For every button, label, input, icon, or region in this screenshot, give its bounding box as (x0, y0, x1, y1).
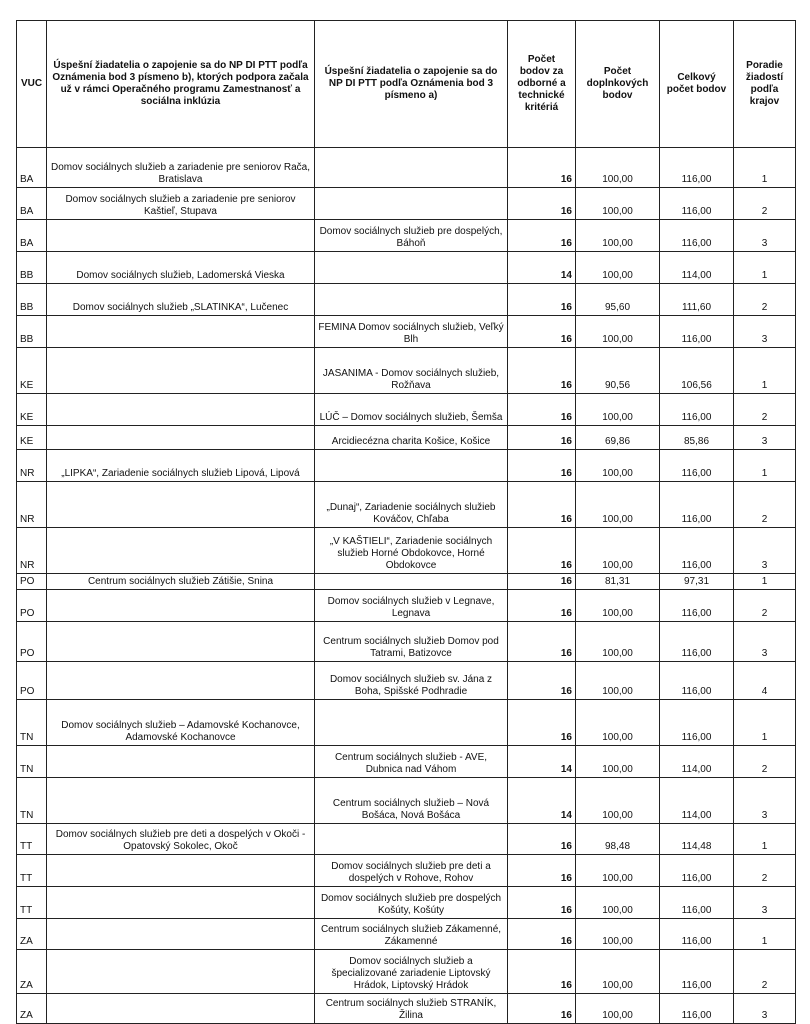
total-points-cell: 116,00 (660, 950, 734, 994)
extra-points-cell: 100,00 (576, 950, 660, 994)
vuc-cell: KE (17, 348, 47, 394)
vuc-cell: ZA (17, 950, 47, 994)
applicant-a-cell: Domov sociálnych služieb a špecializované zariadenie Liptovský Hrádok, Liptovský Hrádok (315, 950, 508, 994)
points-cell: 16 (508, 855, 576, 887)
applicant-a-cell (315, 450, 508, 482)
total-points-cell: 116,00 (660, 220, 734, 252)
points-cell: 16 (508, 348, 576, 394)
points-cell: 16 (508, 590, 576, 622)
applicant-b-cell (47, 622, 315, 662)
applicant-b-cell: Domov sociálnych služieb „SLATINKA“, Lučenec (47, 284, 315, 316)
vuc-cell: PO (17, 622, 47, 662)
points-cell: 16 (508, 919, 576, 950)
rank-cell: 1 (734, 700, 796, 746)
extra-points-cell: 100,00 (576, 528, 660, 574)
applicant-b-cell (47, 950, 315, 994)
header-extra-points: Počet doplnkových bodov (576, 21, 660, 148)
total-points-cell: 85,86 (660, 426, 734, 450)
rank-cell: 3 (734, 528, 796, 574)
applicant-a-cell: Domov sociálnych služieb v Legnave, Legnava (315, 590, 508, 622)
applicant-a-cell (315, 824, 508, 855)
points-cell: 14 (508, 252, 576, 284)
applicant-a-cell (315, 252, 508, 284)
rank-cell: 3 (734, 778, 796, 824)
table-row (17, 482, 796, 528)
rank-cell: 2 (734, 746, 796, 778)
points-cell: 16 (508, 220, 576, 252)
vuc-cell: PO (17, 590, 47, 622)
points-cell: 16 (508, 188, 576, 220)
applicant-b-cell: Domov sociálnych služieb, Ladomerská Vieska (47, 252, 315, 284)
extra-points-cell: 98,48 (576, 824, 660, 855)
applicant-a-cell: Centrum sociálnych služieb Domov pod Tatrami, Batizovce (315, 622, 508, 662)
total-points-cell: 106,56 (660, 348, 734, 394)
extra-points-cell: 69,86 (576, 426, 660, 450)
applicant-a-cell: Centrum sociálnych služieb STRANÍK, Žilina (315, 994, 508, 1024)
table-row (17, 950, 796, 994)
rank-cell: 1 (734, 450, 796, 482)
applicant-a-cell: Domov sociálnych služieb pre dospelých, Báhoň (315, 220, 508, 252)
total-points-cell: 116,00 (660, 700, 734, 746)
table-row (17, 148, 796, 188)
rank-cell: 1 (734, 252, 796, 284)
applicant-b-cell (47, 994, 315, 1024)
header-rank: Poradie žiadostí podľa krajov (734, 21, 796, 148)
extra-points-cell: 100,00 (576, 188, 660, 220)
rank-cell: 1 (734, 574, 796, 590)
table-row (17, 778, 796, 824)
points-cell: 16 (508, 700, 576, 746)
table-row (17, 855, 796, 887)
extra-points-cell: 100,00 (576, 148, 660, 188)
table-row (17, 316, 796, 348)
rank-cell: 2 (734, 394, 796, 426)
total-points-cell: 114,48 (660, 824, 734, 855)
vuc-cell: BB (17, 252, 47, 284)
table-row (17, 622, 796, 662)
table-row (17, 590, 796, 622)
points-cell: 16 (508, 284, 576, 316)
header-vuc: VUC (17, 21, 47, 148)
applicant-b-cell (47, 919, 315, 950)
applicant-a-cell: Domov sociálnych služieb pre dospelých Košúty, Košúty (315, 887, 508, 919)
vuc-cell: BB (17, 284, 47, 316)
applicant-a-cell: Centrum sociálnych služieb – Nová Bošáca, Nová Bošáca (315, 778, 508, 824)
points-cell: 16 (508, 887, 576, 919)
total-points-cell: 116,00 (660, 662, 734, 700)
table-body (17, 148, 796, 1024)
applicant-a-cell: „Dunaj“, Zariadenie sociálnych služieb Kováčov, Chľaba (315, 482, 508, 528)
extra-points-cell: 100,00 (576, 746, 660, 778)
total-points-cell: 116,00 (660, 855, 734, 887)
table-row (17, 220, 796, 252)
applicant-a-cell (315, 284, 508, 316)
applicant-a-cell: JASANIMA - Domov sociálnych služieb, Rožňava (315, 348, 508, 394)
points-cell: 16 (508, 426, 576, 450)
total-points-cell: 116,00 (660, 622, 734, 662)
applicant-b-cell: „LIPKA“, Zariadenie sociálnych služieb Lipová, Lipová (47, 450, 315, 482)
vuc-cell: ZA (17, 919, 47, 950)
applicant-b-cell (47, 528, 315, 574)
rank-cell: 2 (734, 188, 796, 220)
applicant-b-cell (47, 778, 315, 824)
header-applicants-a: Úspešní žiadatelia o zapojenie sa do NP DI PTT podľa Oznámenia bod 3 písmeno a) (315, 21, 508, 148)
table-row (17, 450, 796, 482)
extra-points-cell: 100,00 (576, 316, 660, 348)
extra-points-cell: 100,00 (576, 887, 660, 919)
extra-points-cell: 81,31 (576, 574, 660, 590)
points-cell: 16 (508, 824, 576, 855)
total-points-cell: 116,00 (660, 482, 734, 528)
extra-points-cell: 95,60 (576, 284, 660, 316)
vuc-cell: TN (17, 778, 47, 824)
vuc-cell: BA (17, 220, 47, 252)
applicant-b-cell (47, 426, 315, 450)
total-points-cell: 114,00 (660, 746, 734, 778)
points-cell: 14 (508, 778, 576, 824)
table-row (17, 887, 796, 919)
points-cell: 16 (508, 394, 576, 426)
table-row (17, 574, 796, 590)
applicant-a-cell: Domov sociálnych služieb sv. Jána z Boha, Spišské Podhradie (315, 662, 508, 700)
rank-cell: 3 (734, 994, 796, 1024)
table-row (17, 662, 796, 700)
applicant-b-cell (47, 316, 315, 348)
results-table (16, 20, 796, 1024)
rank-cell: 2 (734, 855, 796, 887)
extra-points-cell: 100,00 (576, 450, 660, 482)
header-points: Počet bodov za odborné a technické kritériá (508, 21, 576, 148)
extra-points-cell: 100,00 (576, 590, 660, 622)
points-cell: 16 (508, 316, 576, 348)
vuc-cell: KE (17, 426, 47, 450)
vuc-cell: PO (17, 574, 47, 590)
total-points-cell: 116,00 (660, 994, 734, 1024)
extra-points-cell: 100,00 (576, 252, 660, 284)
header-total-points: Celkový počet bodov (660, 21, 734, 148)
applicant-b-cell (47, 887, 315, 919)
header-row (17, 21, 796, 148)
total-points-cell: 116,00 (660, 528, 734, 574)
applicant-a-cell: Domov sociálnych služieb pre deti a dospelých v Rohove, Rohov (315, 855, 508, 887)
applicant-b-cell (47, 590, 315, 622)
rank-cell: 2 (734, 284, 796, 316)
rank-cell: 3 (734, 316, 796, 348)
points-cell: 16 (508, 528, 576, 574)
table-row (17, 994, 796, 1024)
table-row (17, 348, 796, 394)
vuc-cell: NR (17, 528, 47, 574)
total-points-cell: 114,00 (660, 778, 734, 824)
rank-cell: 1 (734, 348, 796, 394)
points-cell: 16 (508, 450, 576, 482)
rank-cell: 2 (734, 482, 796, 528)
table-row (17, 284, 796, 316)
applicant-a-cell (315, 188, 508, 220)
extra-points-cell: 100,00 (576, 622, 660, 662)
total-points-cell: 111,60 (660, 284, 734, 316)
header-applicants-b: Úspešní žiadatelia o zapojenie sa do NP DI PTT podľa Oznámenia bod 3 písmeno b), ktorých podpora začala už v rámci Operačného programu Zamestnanosť a sociálna inklúzia (47, 21, 315, 148)
vuc-cell: BA (17, 188, 47, 220)
rank-cell: 1 (734, 148, 796, 188)
rank-cell: 3 (734, 426, 796, 450)
table-row (17, 426, 796, 450)
applicant-a-cell: Centrum sociálnych služieb Zákamenné, Zákamenné (315, 919, 508, 950)
points-cell: 16 (508, 622, 576, 662)
vuc-cell: NR (17, 450, 47, 482)
extra-points-cell: 100,00 (576, 994, 660, 1024)
points-cell: 16 (508, 148, 576, 188)
applicant-a-cell: Centrum sociálnych služieb - AVE, Dubnica nad Váhom (315, 746, 508, 778)
rank-cell: 2 (734, 590, 796, 622)
rank-cell: 3 (734, 622, 796, 662)
applicant-b-cell: Domov sociálnych služieb pre deti a dospelých v Okoči - Opatovský Sokolec, Okoč (47, 824, 315, 855)
extra-points-cell: 100,00 (576, 662, 660, 700)
extra-points-cell: 100,00 (576, 394, 660, 426)
applicant-a-cell: „V KAŠTIELI“, Zariadenie sociálnych služieb Horné Obdokovce, Horné Obdokovce (315, 528, 508, 574)
vuc-cell: PO (17, 662, 47, 700)
applicant-b-cell (47, 348, 315, 394)
applicant-b-cell (47, 394, 315, 426)
applicant-b-cell: Domov sociálnych služieb – Adamovské Kochanovce, Adamovské Kochanovce (47, 700, 315, 746)
points-cell: 16 (508, 574, 576, 590)
vuc-cell: TN (17, 746, 47, 778)
total-points-cell: 116,00 (660, 590, 734, 622)
points-cell: 16 (508, 662, 576, 700)
vuc-cell: NR (17, 482, 47, 528)
total-points-cell: 114,00 (660, 252, 734, 284)
extra-points-cell: 100,00 (576, 919, 660, 950)
applicant-a-cell: LÚČ – Domov sociálnych služieb, Šemša (315, 394, 508, 426)
rank-cell: 1 (734, 824, 796, 855)
extra-points-cell: 100,00 (576, 855, 660, 887)
total-points-cell: 116,00 (660, 450, 734, 482)
vuc-cell: TT (17, 887, 47, 919)
applicant-a-cell: FEMINA Domov sociálnych služieb, Veľký Blh (315, 316, 508, 348)
applicant-b-cell (47, 855, 315, 887)
vuc-cell: TT (17, 824, 47, 855)
table-row (17, 528, 796, 574)
points-cell: 16 (508, 950, 576, 994)
applicant-b-cell (47, 662, 315, 700)
extra-points-cell: 100,00 (576, 220, 660, 252)
vuc-cell: TT (17, 855, 47, 887)
vuc-cell: KE (17, 394, 47, 426)
extra-points-cell: 100,00 (576, 700, 660, 746)
total-points-cell: 116,00 (660, 316, 734, 348)
applicant-a-cell (315, 148, 508, 188)
vuc-cell: BB (17, 316, 47, 348)
extra-points-cell: 100,00 (576, 778, 660, 824)
applicant-b-cell: Domov sociálnych služieb a zariadenie pre seniorov Kaštieľ, Stupava (47, 188, 315, 220)
extra-points-cell: 90,56 (576, 348, 660, 394)
extra-points-cell: 100,00 (576, 482, 660, 528)
points-cell: 16 (508, 994, 576, 1024)
table-row (17, 188, 796, 220)
applicant-b-cell (47, 482, 315, 528)
applicant-b-cell (47, 746, 315, 778)
applicant-a-cell (315, 700, 508, 746)
table-row (17, 824, 796, 855)
total-points-cell: 116,00 (660, 394, 734, 426)
points-cell: 16 (508, 482, 576, 528)
total-points-cell: 116,00 (660, 919, 734, 950)
applicant-a-cell (315, 574, 508, 590)
table-row (17, 394, 796, 426)
rank-cell: 1 (734, 919, 796, 950)
rank-cell: 3 (734, 887, 796, 919)
total-points-cell: 116,00 (660, 188, 734, 220)
applicant-b-cell (47, 220, 315, 252)
applicant-b-cell: Centrum sociálnych služieb Zátišie, Snina (47, 574, 315, 590)
rank-cell: 4 (734, 662, 796, 700)
points-cell: 14 (508, 746, 576, 778)
rank-cell: 2 (734, 950, 796, 994)
applicant-a-cell: Arcidiecézna charita Košice, Košice (315, 426, 508, 450)
total-points-cell: 116,00 (660, 887, 734, 919)
table-row (17, 252, 796, 284)
vuc-cell: ZA (17, 994, 47, 1024)
table-header (17, 21, 796, 148)
table-row (17, 700, 796, 746)
total-points-cell: 116,00 (660, 148, 734, 188)
rank-cell: 3 (734, 220, 796, 252)
total-points-cell: 97,31 (660, 574, 734, 590)
applicant-b-cell: Domov sociálnych služieb a zariadenie pre seniorov Rača, Bratislava (47, 148, 315, 188)
table-row (17, 746, 796, 778)
vuc-cell: TN (17, 700, 47, 746)
table-row (17, 919, 796, 950)
vuc-cell: BA (17, 148, 47, 188)
